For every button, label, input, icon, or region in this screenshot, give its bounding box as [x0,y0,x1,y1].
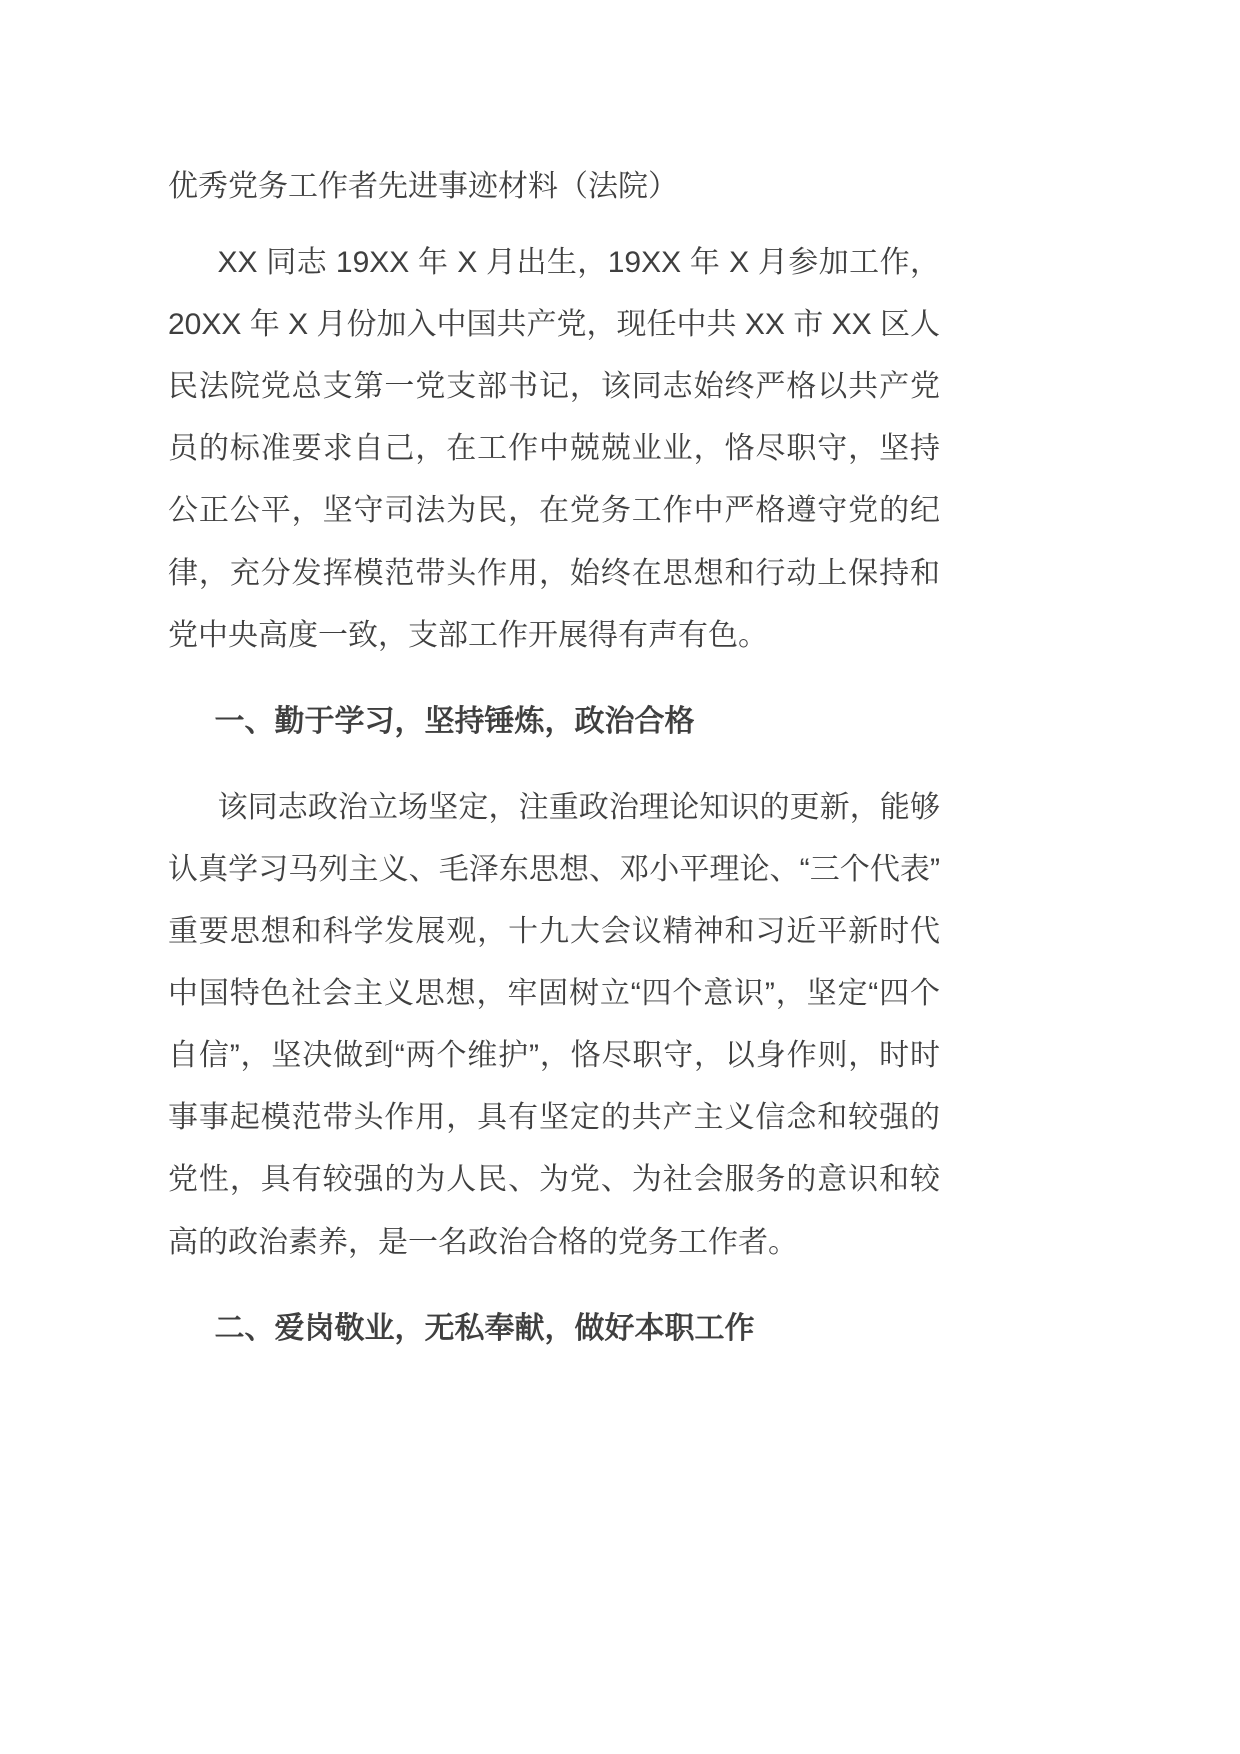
section-heading-2: 二、爱岗敬业，无私奉献，做好本职工作 [214,1311,755,1345]
document-title: 优秀党务工作者先进事迹材料（法院） [168,170,678,203]
intro-paragraph: XX 同志 19XX 年 X 月出生，19XX 年 X 月参加工作，20XX 年 X 月份加入中国共产党，现任中共 XX 市 XX 区人民法院党总支第一党支部书记，该同志始终严格以共产党员的标准要求自己，在工作中兢兢业业，恪尽职守，坚持公正公平，坚守司法为民，在党务工作中严格遵守党的纪律，充分发挥模范带头作用，始终在思想和行动上保持和党中央高度一致，支部工作开展得有声有色。 [168,246,940,652]
section-1-paragraph: 该同志政治立场坚定，注重政治理论知识的更新，能够认真学习马列主义、毛泽东思想、邓小平理论、“三个代表”重要思想和科学发展观，十九大会议精神和习近平新时代中国特色社会主义思想，牢固树立“四个意识”，坚定“四个自信”，坚决做到“两个维护”，恪尽职守，以身作则，时时事事起模范带头作用，具有坚定的共产主义信念和较强的党性，具有较强的为人民、为党、为社会服务的意识和较高的政治素养，是一名政治合格的党务工作者。 [168,790,940,1259]
section-heading-1: 一、勤于学习，坚持锤炼，政治合格 [214,704,695,738]
